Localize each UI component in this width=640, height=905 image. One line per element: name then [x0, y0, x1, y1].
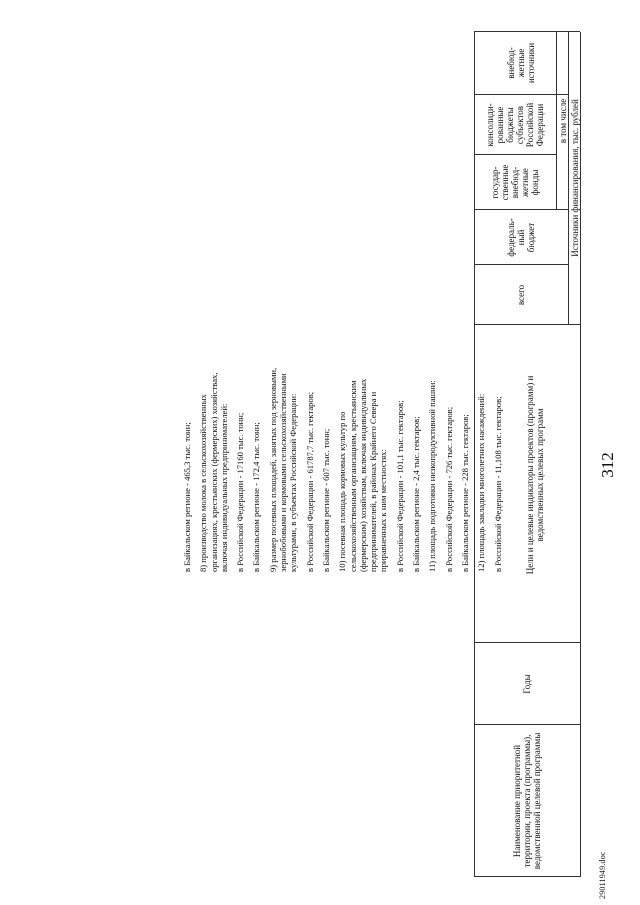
header-financing: Источники финансирования, тыс. рублей — [569, 99, 580, 257]
list-item: 11) площадь подготовки низкопродуктивной пашни: — [427, 380, 438, 572]
header-including: в том числе — [557, 98, 568, 144]
col-divider-name — [474, 876, 580, 877]
col-divider-years — [474, 724, 580, 725]
header-consolidated: консолиди- рованные бюджеты субъектов Российской Федерации — [485, 102, 545, 148]
header-state-funds: государ- ственные внебюд- жетные фонды — [490, 164, 540, 201]
header-years: Годы — [522, 674, 532, 694]
list-item: в Байкальском регионе - 465,3 тыс. тонн; — [182, 422, 192, 572]
col-divider-goals — [474, 642, 580, 643]
header-goals: Цели и целевые индикаторы проектов (программ) и ведомственных целевых программ — [525, 375, 545, 575]
col-divider-consolidated — [474, 154, 556, 155]
list-item: в Байкальском регионе - 228 тыс. гектаров; — [459, 414, 470, 572]
list-item: в Российской Федерации - 17160 тыс. тонн; — [235, 412, 246, 572]
list-item: в Российской Федерации - 101,1 тыс. гектаров; — [394, 400, 405, 572]
col-divider-federal — [474, 264, 568, 265]
list-item: в Российской Федерации - 61787,7 тыс. гектаров; — [304, 391, 315, 572]
col-divider-total — [474, 324, 580, 325]
list-item: в Российской Федерации - 726 тыс. гектаров; — [443, 406, 454, 572]
header-total: всего — [516, 284, 526, 306]
header-name: Наименование приоритетной территории, проекта (программы), ведомственной целевой программы — [512, 732, 542, 870]
col-divider-right — [474, 31, 580, 32]
list-item: в Байкальском регионе - 607 тыс. тонн; — [320, 428, 331, 572]
header-federal: федераль- ный бюджет — [506, 218, 536, 257]
page-number: 312 — [598, 452, 617, 478]
list-item: 8) производство молока в сельскохозяйственных организациях, крестьянских (фермерских) хозяйствах, включая индивидуальных предпринимателей: — [198, 372, 229, 572]
document-code: 29011949.doc — [598, 851, 607, 899]
list-item: в Байкальском регионе - 2,4 тыс. гектаров; — [411, 416, 422, 572]
list-item: 10) посевная площадь кормовых культур по сельскохозяйственным организациям, крестьянским (фермерским) хозяйствам, включая индивидуальных предпринимателей, в районах Крайнего Севера и приравненных к ним местностях: — [337, 378, 389, 572]
indicators-list — [182, 342, 509, 572]
table-top-border — [580, 32, 581, 877]
list-item: 12) площадь закладки многолетних насаждений: — [476, 393, 487, 572]
col-divider-extra — [474, 94, 568, 95]
list-item: в Байкальском регионе - 172,4 тыс. тонн; — [251, 422, 262, 572]
header-extra: внебюд- жетные источники — [506, 42, 536, 84]
col-divider-state — [474, 209, 568, 210]
list-item: в Российской Федерации - 11,108 тыс. гектаров; — [492, 396, 503, 572]
list-item: 9) размер посевных площадей, занятых под зерновыми, зернобобовыми и кормовыми сельскохозяйственными культурами, в субъектах Российской Федерации: — [267, 367, 299, 572]
